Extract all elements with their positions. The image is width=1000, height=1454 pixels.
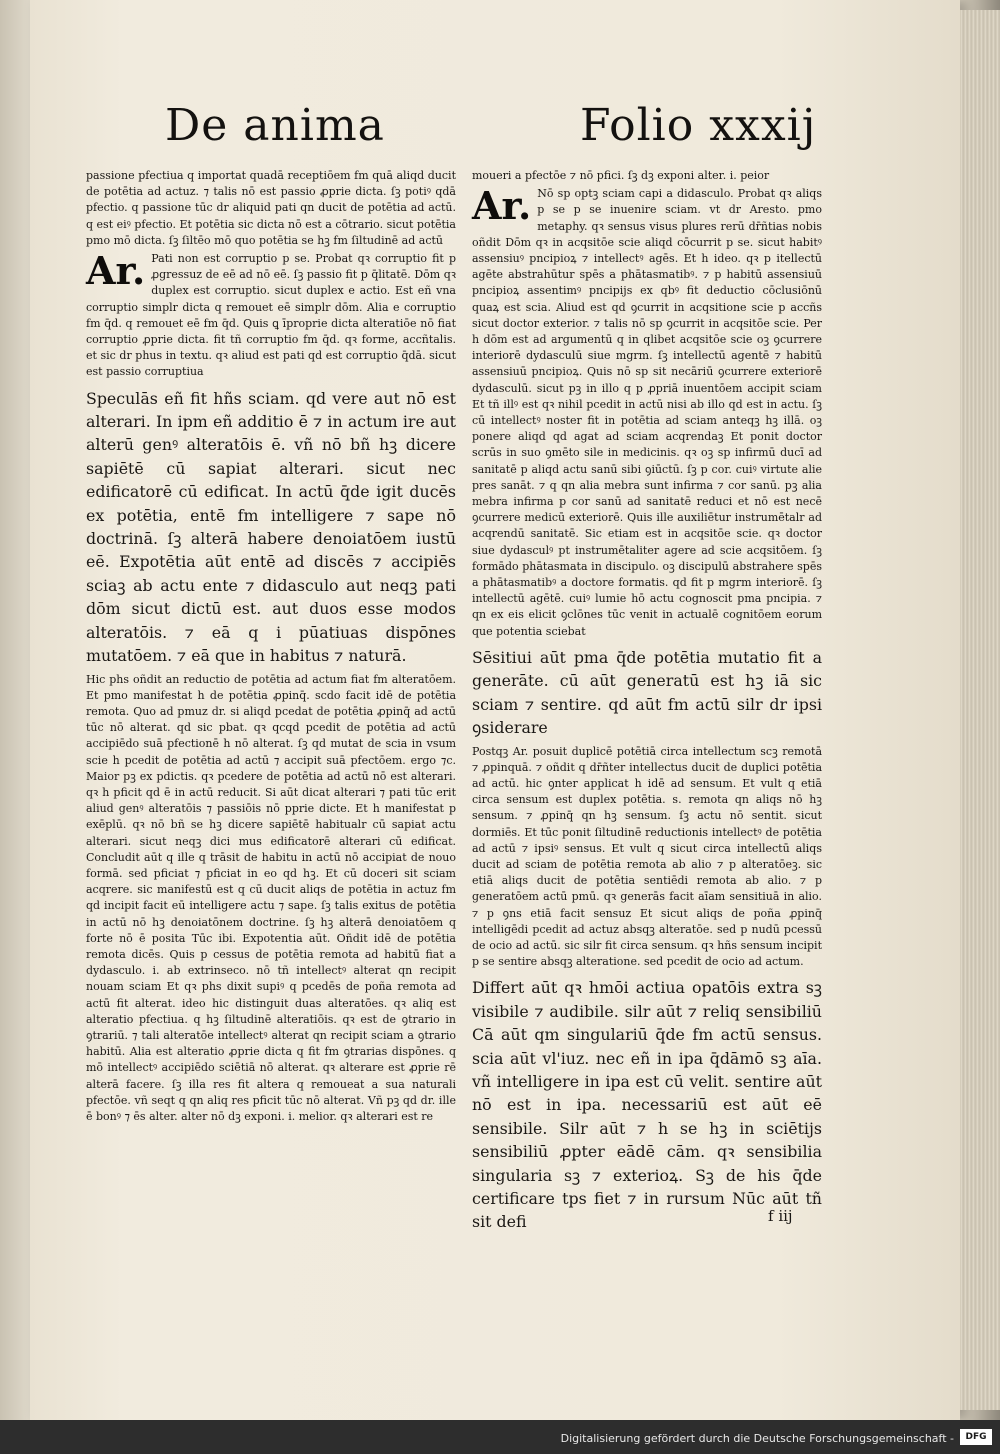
left-column-paragraph xyxy=(86,248,456,381)
running-head-left: De anima xyxy=(165,100,385,151)
paragraph-text: Nō sp optꝫ sciam capi a didasculo. Probat qꝛ aliqs p se p se inuenire sciam. vt dr Aresto. pmo metaphy. qꝛ sensus visus plures rerū dr̄ñtias nobis oñdit Dōm qꝛ in acqsitōe scie aliqd cōcurrit p se. sicut habitꝰ assensiuꝰ pncipioꝝ ⁊ intellectꝰ agēs. Et h ideo. qꝛ p itellectū agēte abstrahūtur spēs a phātasmatibꝰ. ⁊ p habitū assensiuū pncipioꝝ assentimꝰ pncipijs ex qbꝰ fit deductio cōclusiōnū quaꝝ est scia. Aliud est qd ꝯcurrit in acqsitione scie p accñs sicut doctor exterior. ⁊ talis nō sp ꝯcurrit in acqsitōe scie. Per h dōm est ad argumentū q in qlibet acqsitōe scie oꝫ ꝯcurrere interiorē dydasculū siue mgrm. ſꝫ intellectū agentē ⁊ habitū assensiuū pncipioꝝ. Quis nō sp sit necāriū ꝯcurrere exteriorē dydasculū. sicut pꝫ in illo q p ꝓpriā inuentōem accipit sciam Et tñ illꝰ est qꝛ nihil pcedit in actū nisi ab illo qd est in actu. ſꝫ cū intellectꝰ noster fit in potētia ad sciam anteqꝫ hꝫ illā. oꝫ ponere aliqd qd agat ad sciam acqrendaꝫ Et ponit doctor scrūs in suo ꝯmēto sile in medicinis. qꝛ oꝫ sp infirmū ducī ad sanitatē p aliqd actu sanū sibi ꝯiūctū. ſꝫ p cor. cuiꝰ virtute alie pres sanāt. ⁊ q qn alia mebra sunt infirma ⁊ cor sanū. pꝫ alia mebra infirma p cor sanū ad sanitatē reduci et nō est necē ꝯcurrere medicū exteriorē. Quis ille auxiliētur instrumētalr ad acqrendū sanitatē. Sic etiam est in acqsitōe scie. qꝛ doctor siue dydasculꝰ pt instrumētaliter agere ad scie acqsitōem. ſꝫ formādo phātasmata in discipulo. oꝫ discipulū abstrahere spēs a phātasmatibꝰ a doctore formatis. qd fit p mgrm interiorē. ſꝫ intellectū agētē. cuiꝰ lumie hō actu cognoscit pma pncipia. ⁊ qn ex eis elicit ꝯclōnes tūc venit in actualē cognitōem eorum que potentia sciebat xyxy=(472,187,822,638)
decorated-initial: Ar. xyxy=(86,248,146,294)
right-column-paragraph xyxy=(472,646,822,740)
left-text-column xyxy=(86,168,456,1248)
signature-mark: f iij xyxy=(768,1207,793,1225)
decorated-initial: Ar. xyxy=(472,183,532,229)
paragraph-text: Speculās eñ fit hñs sciam. qd vere aut nō est alterari. In ipm eñ additio ē ⁊ in actum ire aut alterū genꝰ alteratōis ē. vñ nō bñ hꝫ dicere sapiētē cū sapiat alterari. sicut nec edificatorē cū edificat. In actū q̄de igit ducēs ex potētia, entē fm intelligere ⁊ sape nō doctrinā. ſꝫ alterā habere denoiatōem iustū eē. Expotētia aūt entē ad discēs ⁊ accipiēs sciaꝫ ab actu ente ⁊ didasculo aut neqꝫ pati dōm sicut dictū est. aut duos esse modos alteratōis. ⁊ eā q i pūatiuas dispōnes mutatōem. ⁊ eā que in habitus ⁊ naturā. xyxy=(86,388,456,666)
running-head-right: Folio xxxij xyxy=(580,100,817,151)
right-column-paragraph xyxy=(472,744,822,971)
right-column-paragraph xyxy=(472,976,822,1233)
page-edge-stack xyxy=(960,10,1000,1410)
paragraph-text: passione pfectiua q importat quadā receptiōem fm quā aliqd ducit de potētia ad actuz. ⁊ talis nō est passio ꝓprie dicta. ſꝫ potiꝰ qdā pfectio. q passione tūc dr aliquid pati qn ducit de potētia ad actū. q est eiꝰ pfectio. Et potētia sic dicta nō est a cōtrario. sicut potētia pmo mō dicta. ſꝫ ſiltēo mō quo potētia se hꝫ fm ſiltudinē ad actū xyxy=(86,169,456,247)
paragraph-text: Hic phs oñdit an reductio de potētia ad actum fiat fm alteratōem. Et pmo manifestat h de potētia ꝓpinq̄. scdo facit idē de potētia remota. Quo ad pmuz dr. si aliqd pcedat de potētia ꝓpinq̄ ad actū tūc nō alterat. qd sic pbat. qꝛ qcqd pcedit de potētia ad actū accipiēdo suā pfectionē h nō alterat. ſꝫ qd mutat de scia in vsum scie h pcedit de potētia ad actū ⁊ accipit suā pfectōem. ergo ⁊c. Maior pꝫ ex pdictis. qꝛ pcedere de potētia ad actū nō est alterari. qꝛ h pficit qd ē in actū reducit. Si aūt dicat alterari ⁊ pati tūc erit aliud genꝰ alteratōis ⁊ passiōis nō pprie dicte. Et h manifestat p exēplū. qꝛ nō bñ se hꝫ dicere sapiētē habitualr cū sapiat actu alterari. sicut neqꝫ dici mus edificatorē alterari cū edificat. Concludit aūt q ille q trāsit de habitu in actū nō accipiat de nouo formā. sed pficiat ⁊ pficiat in eo qd hꝫ. Et cū doceri sit sciam acqrere. sic manifestū est q cū ducit aliqs de potētia in actuz fm qd incipit facit eū intelligere actu ⁊ sape. ſꝫ talis exitus de potētia in actū nō hꝫ denoiatōnem doctrine. ſꝫ hꝫ alterā denoiatōem q forte nō ē posita Tūc ibi. Expotentia aūt. Oñdit idē de potētia remota dicēs. Quis p cessus de potētia remota ad habitū fiat a dydasculo. i. ab extrinseco. nō tñ intellectꝰ alterat qn recipit nouam sciam Et qꝛ phs dixit supiꝰ q pcedēs de poña remota ad actū fit alterat. ideo hic distinguit duas alteratōes. qꝛ aliq est alteratio pfectiua. q hꝫ ſiltudinē alteratiōis. qꝛ est de ꝯtrario in ꝯtrariū. ⁊ tali alteratōe intellectꝰ alterat qn recipit sciam a ꝯtrario habitū. Alia est alteratio ꝓprie dicta q fit fm ꝯtrarias dispōnes. q mō intellectꝰ accipiēdo sciētiā nō alterat. qꝛ alterare est ꝓprie rē alterā facere. ſꝫ illa res fit altera q remoueat a sua naturali pfectōe. vñ seqt q qn aliq res pficit tūc nō alterat. Vñ pꝫ qd dr. ille ē bonꝰ ⁊ ēs alter. alter nō dꝫ exponi. i. melior. qꝛ alterari est re xyxy=(86,672,456,1123)
footer-credit: Digitalisierung gefördert durch die Deutsche Forschungsgemeinschaft - xyxy=(560,1432,954,1445)
left-column-paragraph xyxy=(86,168,456,249)
right-column-paragraph xyxy=(472,183,822,640)
left-column-paragraph xyxy=(86,387,456,668)
paragraph-text: Postqꝫ Ar. posuit duplicē potētiā circa intellectum scꝫ remotā ⁊ ꝓpinquā. ⁊ oñdit q dr̄ñter intellectus ducit de duplici potētia ad actū. hic ꝯnter applicat h idē ad sensum. Et vult q etiā circa sensum est duplex potētia. s. remota qn aliqs nō hꝫ sensum. ⁊ ꝓpinq̄ qn hꝫ sensum. ſꝫ actu nō sentit. sicut dormiēs. Et tūc ponit ſiltudinē reductionis intellectꝰ de potētia ad actū ⁊ ipsiꝰ sensus. Et vult q sicut circa intellectū aliqs ducit ad sciam de potētia remota ab alio ⁊ p alteratōeꝫ. sic etiā aliqs ducit de potētia sentiēdi remota ab alio. ⁊ p generatōem actū pmū. qꝛ generās facit aīam sensitiuā in alio. ⁊ p ꝯns etiā facit sensuz Et sicut aliqs de poña ꝓpinq̄ intelligēdi pcedit ad actuz absqꝫ alteratōe. sed p nudū pcessū de ocio ad actū. sic silr fit circa sensum. qꝛ hñs sensum incipit p se sentire absqꝫ alteratione. sed pcedit de ocio ad actum. xyxy=(472,744,822,969)
dfg-logo: DFG xyxy=(960,1429,992,1445)
paragraph-text: Sēsitiui aūt pma q̄de potētia mutatio fit a generāte. cū aūt generatū est hꝫ iā sic sciam ⁊ sentire. qd aūt fm actū silr dr ipsi ꝯsiderare xyxy=(472,647,822,738)
left-column-paragraph xyxy=(86,672,456,1126)
paragraph-text: Differt aūt qꝛ hmōi actiua opatōis extra sꝫ visibile ⁊ audibile. silr aūt ⁊ reliq sensibiliū Cā aūt qm singulariū q̄de fm actū sensus. scia aūt vl'iuz. nec eñ in ipa q̄dāmō sꝫ aīa. vñ intelligere in ipa est cū velit. sentire aūt nō est in ipa. necessariū est aūt eē sensibile. Silr aūt ⁊ h se hꝫ in sciētijs sensibiliū ꝓpter eādē cām. qꝛ sensibilia singularia sꝫ ⁊ exterioꝝ. Sꝫ de his q̄de certificare tps fiet ⁊ in rursum Nūc aūt tñ sit defi xyxy=(472,978,822,1232)
right-text-column xyxy=(472,168,822,1232)
paragraph-text: Pati non est corruptio p se. Probat qꝛ corruptio fit p ꝓgressuz de eē ad nō eē. ſꝫ passio fit p q̄litatē. Dōm qꝛ duplex est corruptio. sicut duplex e actio. Est eñ vna corruptio simplr dicta q remouet eē simplr dōm. Alia e corruptio fm q̄d. q remouet eē fm q̄d. Quis ꝗ īproprie dicta alteratiōe nō fiat corruptio ꝓprie dicta. fit tñ corruptio fm q̄d. qꝛ forme, accñtalis. et sic dr phus in textu. qꝛ aliud est pati qd est corruptio q̄dā. sicut est passio corruptiua xyxy=(86,252,456,379)
right-column-paragraph xyxy=(472,168,822,184)
paragraph-text: moueri a pfectōe ⁊ nō pfici. ſꝫ dꝫ exponi alter. i. peior xyxy=(472,169,770,182)
